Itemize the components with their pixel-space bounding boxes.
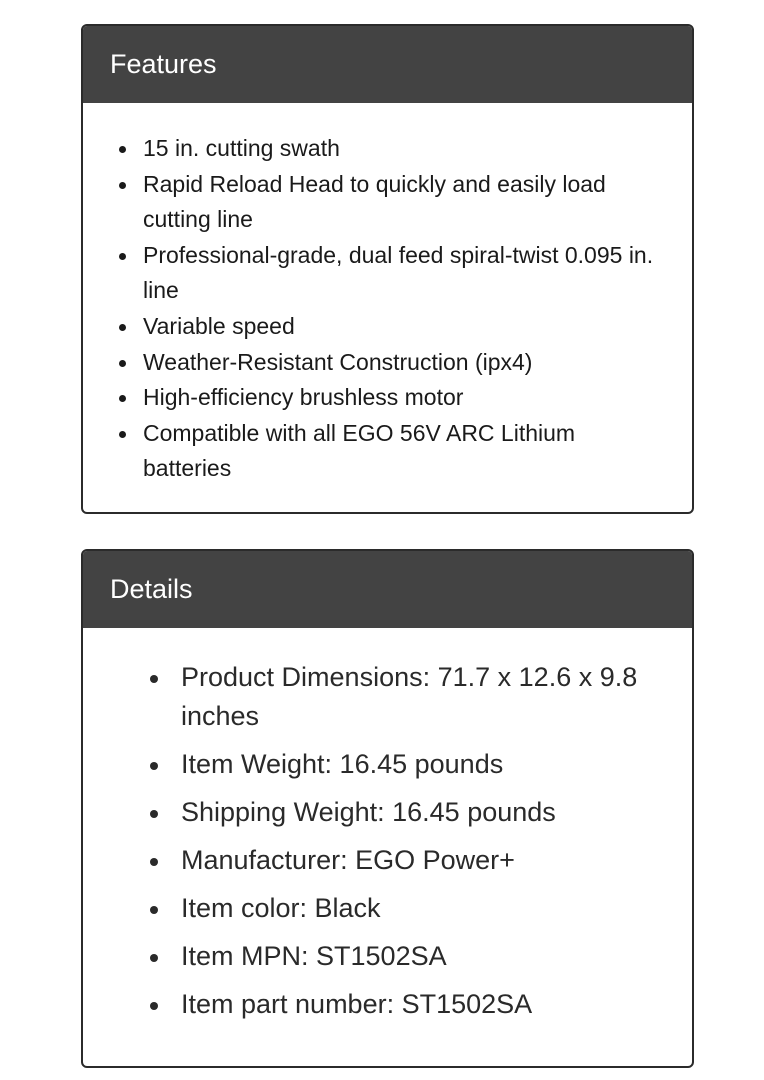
details-panel [81, 549, 694, 1068]
details-list-item: Manufacturer: EGO Power+ [181, 841, 672, 880]
features-list-item: High-efficiency brushless motor [143, 380, 672, 416]
features-title: Features [110, 49, 217, 79]
features-list-item: Weather-Resistant Construction (ipx4) [143, 345, 672, 381]
details-header [83, 551, 692, 628]
features-list [143, 131, 672, 487]
details-list-item: Item color: Black [181, 889, 672, 928]
features-header [83, 26, 692, 103]
features-body [83, 103, 692, 487]
details-list-item: Item Weight: 16.45 pounds [181, 745, 672, 784]
details-list-item: Shipping Weight: 16.45 pounds [181, 793, 672, 832]
details-list-item: Item part number: ST1502SA [181, 985, 672, 1024]
features-list-item: Rapid Reload Head to quickly and easily load cutting line [143, 167, 672, 238]
features-list-item: 15 in. cutting swath [143, 131, 672, 167]
features-list-item: Professional-grade, dual feed spiral-twist 0.095 in. line [143, 238, 672, 309]
features-panel [81, 24, 694, 514]
features-list-item: Variable speed [143, 309, 672, 345]
details-list [181, 658, 672, 1024]
details-list-item: Product Dimensions: 71.7 x 12.6 x 9.8 inches [181, 658, 672, 736]
features-list-item: Compatible with all EGO 56V ARC Lithium batteries [143, 416, 672, 487]
details-body [83, 628, 692, 1024]
details-title: Details [110, 574, 193, 604]
details-list-item: Item MPN: ST1502SA [181, 937, 672, 976]
